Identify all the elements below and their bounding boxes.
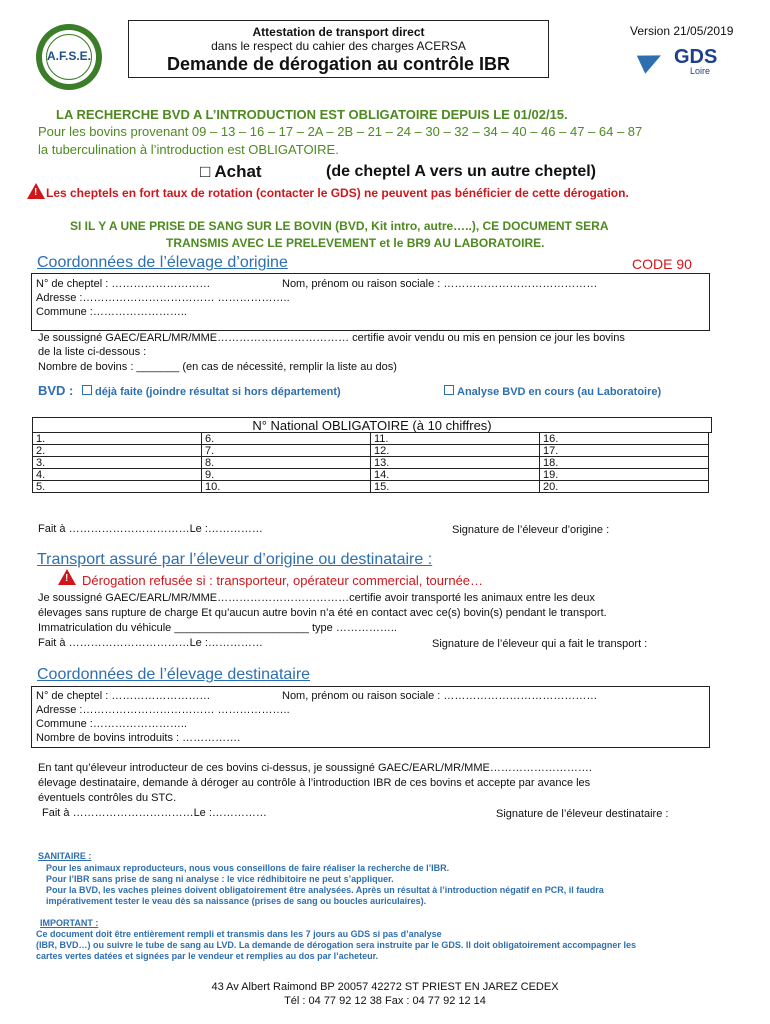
- destination-heading: Coordonnées de l’élevage destinataire: [37, 666, 311, 683]
- table-cell[interactable]: 13.: [370, 456, 540, 469]
- bvd-option1[interactable]: [82, 385, 341, 398]
- dest-nb[interactable]: Nombre de bovins introduits : …………….: [36, 732, 241, 744]
- transport-fait-a[interactable]: Fait à ……………………………Le :……………: [38, 637, 263, 649]
- table-cell[interactable]: 8.: [201, 456, 371, 469]
- sanitaire-l2: Pour l’IBR sans prise de sang ni analyse : le vice rédhibitoire ne peut s’appliquer.: [46, 874, 394, 884]
- gds-logo: [636, 46, 746, 80]
- table-cell[interactable]: 12.: [370, 444, 540, 457]
- table-cell[interactable]: 10.: [201, 480, 371, 493]
- bvd-option1-label: déjà faite (joindre résultat si hors département): [95, 386, 341, 398]
- table-cell[interactable]: 18.: [539, 456, 709, 469]
- origin-commune[interactable]: Commune :……………………..: [36, 306, 187, 318]
- table-cell[interactable]: 15.: [370, 480, 540, 493]
- table-cell[interactable]: 17.: [539, 444, 709, 457]
- departments-line: Pour les bovins provenant 09 – 13 – 16 – 17 – 2A – 2B – 21 – 24 – 30 – 32 – 34 – 40 – 46 – 47 – 64 – 87: [38, 124, 643, 139]
- transport-refus: Dérogation refusée si : transporteur, opérateur commercial, tournée…: [82, 573, 484, 588]
- table-cell[interactable]: 1.: [32, 432, 202, 445]
- sanitaire-l3: Pour la BVD, les vaches pleines doivent obligatoirement être analysées. Après un résultat à l’introduction négatif en PCR, il faudra: [46, 885, 604, 895]
- bvd-label: BVD :: [38, 383, 74, 398]
- transport-immat[interactable]: Immatriculation du véhicule ______________________ type ……………..: [38, 622, 397, 634]
- table-cell[interactable]: 7.: [201, 444, 371, 457]
- dest-line3: éventuels contrôles du STC.: [38, 792, 177, 804]
- code-label: CODE 90: [632, 256, 692, 272]
- dest-nom[interactable]: Nom, prénom ou raison sociale : ……………………………………: [282, 690, 598, 702]
- bvd-notice: LA RECHERCHE BVD A L’INTRODUCTION EST OBLIGATOIRE DEPUIS LE 01/02/15.: [56, 107, 568, 122]
- transport-warning-icon: !: [58, 569, 76, 590]
- sanitaire-l4: impérativement tester le veau dès sa naissance (prises de sang ou boucles auriculaires).: [46, 896, 427, 906]
- title-line1: Attestation de transport direct: [252, 25, 425, 39]
- dest-signature: Signature de l’éleveur destinataire :: [496, 808, 669, 820]
- afse-logo: [36, 24, 102, 90]
- table-cell[interactable]: 14.: [370, 468, 540, 481]
- origin-cheptel[interactable]: N° de cheptel : ………………………: [36, 278, 211, 290]
- dest-fait-a[interactable]: Fait à ……………………………Le :……………: [42, 807, 267, 819]
- gds-logo-sub: Loire: [690, 66, 711, 76]
- table-cell[interactable]: 19.: [539, 468, 709, 481]
- table-cell[interactable]: 6.: [201, 432, 371, 445]
- gds-logo-text: GDS: [674, 46, 718, 68]
- dest-adresse[interactable]: Adresse :……………………………… ………………..: [36, 704, 290, 716]
- footer-phone: Tél : 04 77 92 12 38 Fax : 04 77 92 12 14: [284, 995, 486, 1007]
- origin-box: [31, 273, 710, 331]
- dest-cheptel[interactable]: N° de cheptel : ………………………: [36, 690, 211, 702]
- table-cell[interactable]: 9.: [201, 468, 371, 481]
- certify-line2: de la liste ci-dessous :: [38, 346, 147, 358]
- origin-signature: Signature de l’éleveur d’origine :: [452, 524, 610, 536]
- prise-line2: TRANSMIS AVEC LE PRELEVEMENT et le BR9 AU LABORATOIRE.: [166, 236, 545, 250]
- important-heading: IMPORTANT :: [40, 918, 99, 928]
- achat-label: □ Achat: [200, 162, 262, 181]
- transport-line1: Je soussigné GAEC/EARL/MR/MME………………………………certifie avoir transporté les animaux entre les deux: [38, 592, 595, 604]
- title-box: [128, 20, 549, 78]
- bvd-option2[interactable]: [444, 385, 661, 398]
- table-title: N° National OBLIGATOIRE (à 10 chiffres): [32, 417, 712, 433]
- tuberculin-line: la tuberculination à l’introduction est OBLIGATOIRE.: [38, 142, 339, 157]
- sanitaire-l1: Pour les animaux reproducteurs, nous vous conseillons de faire réaliser la recherche de l’IBR.: [46, 863, 450, 873]
- warning-icon: !: [27, 183, 45, 204]
- sanitaire-heading: SANITAIRE :: [38, 851, 92, 861]
- table-cell[interactable]: 3.: [32, 456, 202, 469]
- origin-nom[interactable]: Nom, prénom ou raison sociale : ……………………………………: [282, 278, 598, 290]
- bvd-option2-label: Analyse BVD en cours (au Laboratoire): [457, 386, 662, 398]
- important-l3: cartes vertes datées et signées par le vendeur et remplies au dos par l’acheteur.: [36, 951, 379, 961]
- dest-line2: élevage destinataire, demande à déroger au contrôle à l’introduction IBR de ces bovins et accepte par avance les: [38, 777, 591, 789]
- afse-logo-text: A.F.S.E.: [46, 49, 91, 63]
- certify-line1: Je soussigné GAEC/EARL/MR/MME……………………………… certifie avoir vendu ou mis en pension ce jour les bovins: [38, 332, 625, 344]
- table-cell[interactable]: 5.: [32, 480, 202, 493]
- origin-adresse[interactable]: Adresse :……………………………… ………………..: [36, 292, 290, 304]
- gds-arrow-icon: [637, 46, 665, 73]
- transport-heading: Transport assuré par l’éleveur d’origine ou destinataire :: [37, 551, 433, 568]
- origin-heading: Coordonnées de l’élevage d’origine: [37, 254, 288, 271]
- table-cell[interactable]: 20.: [539, 480, 709, 493]
- table-body: [32, 433, 712, 493]
- table-cell[interactable]: 16.: [539, 432, 709, 445]
- nb-bovins[interactable]: Nombre de bovins : _______ (en cas de nécessité, remplir la liste au dos): [38, 361, 397, 373]
- transport-signature: Signature de l’éleveur qui a fait le transport :: [432, 638, 648, 650]
- table-row: [32, 481, 712, 493]
- version-label: Version 21/05/2019: [630, 24, 734, 38]
- table-cell[interactable]: 2.: [32, 444, 202, 457]
- bvd-option1-checkbox[interactable]: [82, 385, 92, 395]
- dest-line1: En tant qu’éleveur introducteur de ces bovins ci-dessus, je soussigné GAEC/EARL/MR/MME……………………….: [38, 762, 592, 774]
- national-number-table: [32, 417, 712, 493]
- footer-address: 43 Av Albert Raimond BP 20057 42272 ST PRIEST EN JAREZ CEDEX: [211, 981, 559, 993]
- achat-detail: (de cheptel A vers un autre cheptel): [326, 163, 596, 180]
- origin-fait-a[interactable]: Fait à ……………………………Le :……………: [38, 523, 263, 535]
- bvd-option2-checkbox[interactable]: [444, 385, 454, 395]
- table-cell[interactable]: 4.: [32, 468, 202, 481]
- rotation-warning: Les cheptels en fort taux de rotation (contacter le GDS) ne peuvent pas bénéficier de cette dérogation.: [46, 186, 629, 200]
- dest-commune[interactable]: Commune :……………………..: [36, 718, 187, 730]
- destination-box: [31, 686, 710, 748]
- prise-line1: SI IL Y A UNE PRISE DE SANG SUR LE BOVIN (BVD, Kit intro, autre…..), CE DOCUMENT SERA: [70, 219, 609, 233]
- page-title: Demande de dérogation au contrôle IBR: [166, 54, 511, 74]
- important-l2: (IBR, BVD…) ou suivre le tube de sang au LVD. La demande de dérogation sera instruite par le GDS. Il doit obligatoirement accompagner les: [36, 940, 636, 950]
- table-cell[interactable]: 11.: [370, 432, 540, 445]
- important-l1: Ce document doit être entièrement rempli et transmis dans les 7 jours au GDS si pas d’analyse: [36, 929, 442, 939]
- title-line2: dans le respect du cahier des charges ACERSA: [211, 39, 466, 53]
- transport-line2: élevages sans rupture de charge Et qu’aucun autre bovin n’a été en contact avec ce(s) bovin(s) pendant le transport.: [38, 607, 607, 619]
